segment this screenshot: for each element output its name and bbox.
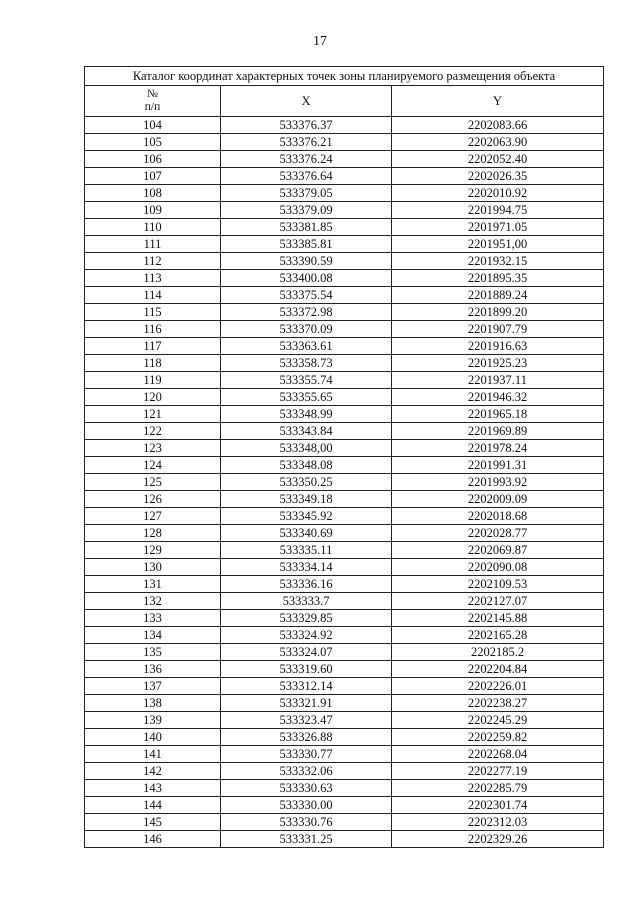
cell-y-coordinate: 2201993.92	[392, 474, 604, 491]
cell-point-number: 140	[85, 729, 221, 746]
cell-y-coordinate: 2202204.84	[392, 661, 604, 678]
table-row	[85, 491, 604, 508]
coordinates-catalog-table	[84, 66, 604, 848]
cell-x-coordinate: 533330.63	[221, 780, 392, 797]
cell-point-number: 110	[85, 219, 221, 236]
cell-y-coordinate: 2202052.40	[392, 151, 604, 168]
cell-y-coordinate: 2202285.79	[392, 780, 604, 797]
cell-y-coordinate: 2201937.11	[392, 372, 604, 389]
cell-x-coordinate: 533381.85	[221, 219, 392, 236]
cell-point-number: 112	[85, 253, 221, 270]
cell-y-coordinate: 2201965.18	[392, 406, 604, 423]
cell-point-number: 114	[85, 287, 221, 304]
cell-point-number: 105	[85, 134, 221, 151]
cell-y-coordinate: 2202145.88	[392, 610, 604, 627]
cell-y-coordinate: 2202226.01	[392, 678, 604, 695]
cell-y-coordinate: 2201899.20	[392, 304, 604, 321]
cell-point-number: 126	[85, 491, 221, 508]
column-header-number	[85, 86, 221, 117]
cell-x-coordinate: 533376.64	[221, 168, 392, 185]
cell-point-number: 143	[85, 780, 221, 797]
cell-point-number: 117	[85, 338, 221, 355]
cell-x-coordinate: 533363.61	[221, 338, 392, 355]
cell-point-number: 125	[85, 474, 221, 491]
cell-x-coordinate: 533385.81	[221, 236, 392, 253]
cell-y-coordinate: 2202009.09	[392, 491, 604, 508]
cell-x-coordinate: 533330.77	[221, 746, 392, 763]
cell-point-number: 111	[85, 236, 221, 253]
table-row	[85, 117, 604, 134]
cell-y-coordinate: 2202083.66	[392, 117, 604, 134]
cell-point-number: 116	[85, 321, 221, 338]
column-header-x: X	[221, 86, 392, 117]
cell-point-number: 119	[85, 372, 221, 389]
cell-point-number: 120	[85, 389, 221, 406]
cell-point-number: 109	[85, 202, 221, 219]
cell-x-coordinate: 533321.91	[221, 695, 392, 712]
cell-point-number: 139	[85, 712, 221, 729]
cell-y-coordinate: 2201991.31	[392, 457, 604, 474]
cell-x-coordinate: 533319.60	[221, 661, 392, 678]
cell-point-number: 123	[85, 440, 221, 457]
cell-x-coordinate: 533390.59	[221, 253, 392, 270]
cell-x-coordinate: 533312.14	[221, 678, 392, 695]
table-row	[85, 661, 604, 678]
column-header-number-line1: №	[147, 88, 158, 100]
cell-x-coordinate: 533400.08	[221, 270, 392, 287]
cell-x-coordinate: 533355.74	[221, 372, 392, 389]
cell-point-number: 137	[85, 678, 221, 695]
cell-y-coordinate: 2202090.08	[392, 559, 604, 576]
table-row	[85, 508, 604, 525]
table-row	[85, 746, 604, 763]
table-row	[85, 678, 604, 695]
cell-x-coordinate: 533376.24	[221, 151, 392, 168]
table-row	[85, 729, 604, 746]
table-row	[85, 185, 604, 202]
table-row	[85, 593, 604, 610]
cell-point-number: 124	[85, 457, 221, 474]
table-row	[85, 814, 604, 831]
cell-x-coordinate: 533345.92	[221, 508, 392, 525]
cell-point-number: 113	[85, 270, 221, 287]
table-row	[85, 457, 604, 474]
cell-point-number: 106	[85, 151, 221, 168]
table-row	[85, 831, 604, 848]
table-row	[85, 695, 604, 712]
cell-y-coordinate: 2202026.35	[392, 168, 604, 185]
cell-x-coordinate: 533379.05	[221, 185, 392, 202]
cell-y-coordinate: 2202312.03	[392, 814, 604, 831]
cell-y-coordinate: 2202127.07	[392, 593, 604, 610]
table-row	[85, 525, 604, 542]
cell-point-number: 108	[85, 185, 221, 202]
cell-point-number: 131	[85, 576, 221, 593]
cell-x-coordinate: 533348,00	[221, 440, 392, 457]
cell-y-coordinate: 2202185.2	[392, 644, 604, 661]
table-row	[85, 338, 604, 355]
cell-x-coordinate: 533326.88	[221, 729, 392, 746]
cell-point-number: 146	[85, 831, 221, 848]
cell-point-number: 141	[85, 746, 221, 763]
cell-y-coordinate: 2202165.28	[392, 627, 604, 644]
table-row	[85, 236, 604, 253]
table-row	[85, 423, 604, 440]
table-row	[85, 372, 604, 389]
cell-x-coordinate: 533340.69	[221, 525, 392, 542]
cell-y-coordinate: 2202238.27	[392, 695, 604, 712]
cell-x-coordinate: 533370.09	[221, 321, 392, 338]
table-row	[85, 712, 604, 729]
cell-y-coordinate: 2202301.74	[392, 797, 604, 814]
table-row	[85, 168, 604, 185]
cell-y-coordinate: 2201994.75	[392, 202, 604, 219]
table-row	[85, 321, 604, 338]
table-row	[85, 627, 604, 644]
table-row	[85, 644, 604, 661]
cell-x-coordinate: 533333.7	[221, 593, 392, 610]
cell-point-number: 132	[85, 593, 221, 610]
cell-y-coordinate: 2201889.24	[392, 287, 604, 304]
cell-x-coordinate: 533348.99	[221, 406, 392, 423]
table-row	[85, 270, 604, 287]
cell-y-coordinate: 2202069.87	[392, 542, 604, 559]
cell-point-number: 128	[85, 525, 221, 542]
cell-x-coordinate: 533332.06	[221, 763, 392, 780]
table-row	[85, 576, 604, 593]
cell-x-coordinate: 533324.07	[221, 644, 392, 661]
cell-y-coordinate: 2201932.15	[392, 253, 604, 270]
cell-point-number: 135	[85, 644, 221, 661]
cell-x-coordinate: 533330.76	[221, 814, 392, 831]
cell-x-coordinate: 533334.14	[221, 559, 392, 576]
cell-y-coordinate: 2201895.35	[392, 270, 604, 287]
cell-y-coordinate: 2202063.90	[392, 134, 604, 151]
table-row	[85, 780, 604, 797]
table-row	[85, 253, 604, 270]
cell-point-number: 121	[85, 406, 221, 423]
cell-y-coordinate: 2202109.53	[392, 576, 604, 593]
table-title-row	[85, 67, 604, 86]
cell-point-number: 144	[85, 797, 221, 814]
cell-x-coordinate: 533330.00	[221, 797, 392, 814]
cell-y-coordinate: 2201978.24	[392, 440, 604, 457]
cell-x-coordinate: 533336.16	[221, 576, 392, 593]
cell-y-coordinate: 2201971.05	[392, 219, 604, 236]
table-row	[85, 474, 604, 491]
cell-y-coordinate: 2201951,00	[392, 236, 604, 253]
cell-y-coordinate: 2202010.92	[392, 185, 604, 202]
cell-y-coordinate: 2201916.63	[392, 338, 604, 355]
cell-point-number: 130	[85, 559, 221, 576]
table-header-row	[85, 86, 604, 117]
table-row	[85, 287, 604, 304]
column-header-number-line2: п/п	[144, 101, 161, 113]
table-row	[85, 304, 604, 321]
cell-point-number: 107	[85, 168, 221, 185]
cell-y-coordinate: 2201907.79	[392, 321, 604, 338]
cell-y-coordinate: 2202259.82	[392, 729, 604, 746]
cell-point-number: 136	[85, 661, 221, 678]
table-row	[85, 202, 604, 219]
cell-x-coordinate: 533324.92	[221, 627, 392, 644]
table-row	[85, 406, 604, 423]
cell-point-number: 127	[85, 508, 221, 525]
cell-y-coordinate: 2201969.89	[392, 423, 604, 440]
cell-point-number: 142	[85, 763, 221, 780]
column-header-y: Y	[392, 86, 604, 117]
cell-y-coordinate: 2202018.68	[392, 508, 604, 525]
cell-point-number: 129	[85, 542, 221, 559]
cell-y-coordinate: 2202329.26	[392, 831, 604, 848]
cell-x-coordinate: 533343.84	[221, 423, 392, 440]
table-row	[85, 610, 604, 627]
cell-point-number: 133	[85, 610, 221, 627]
table-row	[85, 440, 604, 457]
table-row	[85, 355, 604, 372]
table-row	[85, 542, 604, 559]
cell-x-coordinate: 533375.54	[221, 287, 392, 304]
cell-point-number: 138	[85, 695, 221, 712]
cell-x-coordinate: 533335.11	[221, 542, 392, 559]
cell-x-coordinate: 533329.85	[221, 610, 392, 627]
cell-x-coordinate: 533358.73	[221, 355, 392, 372]
cell-point-number: 145	[85, 814, 221, 831]
table-row	[85, 219, 604, 236]
cell-point-number: 115	[85, 304, 221, 321]
cell-y-coordinate: 2202028.77	[392, 525, 604, 542]
table-row	[85, 151, 604, 168]
cell-x-coordinate: 533331.25	[221, 831, 392, 848]
cell-x-coordinate: 533379.09	[221, 202, 392, 219]
cell-x-coordinate: 533350.25	[221, 474, 392, 491]
cell-y-coordinate: 2201925.23	[392, 355, 604, 372]
cell-x-coordinate: 533348.08	[221, 457, 392, 474]
cell-x-coordinate: 533355.65	[221, 389, 392, 406]
table-row	[85, 797, 604, 814]
table-row	[85, 134, 604, 151]
cell-y-coordinate: 2201946.32	[392, 389, 604, 406]
table-title: Каталог координат характерных точек зоны планируемого размещения объекта	[85, 67, 604, 86]
cell-x-coordinate: 533376.37	[221, 117, 392, 134]
cell-point-number: 122	[85, 423, 221, 440]
cell-point-number: 134	[85, 627, 221, 644]
cell-x-coordinate: 533349.18	[221, 491, 392, 508]
table-row	[85, 559, 604, 576]
cell-y-coordinate: 2202245.29	[392, 712, 604, 729]
cell-x-coordinate: 533323.47	[221, 712, 392, 729]
cell-x-coordinate: 533372.98	[221, 304, 392, 321]
cell-y-coordinate: 2202277.19	[392, 763, 604, 780]
table-row	[85, 763, 604, 780]
page-number: 17	[313, 34, 327, 49]
cell-point-number: 104	[85, 117, 221, 134]
cell-point-number: 118	[85, 355, 221, 372]
cell-x-coordinate: 533376.21	[221, 134, 392, 151]
table-body	[85, 117, 604, 848]
cell-y-coordinate: 2202268.04	[392, 746, 604, 763]
table-row	[85, 389, 604, 406]
